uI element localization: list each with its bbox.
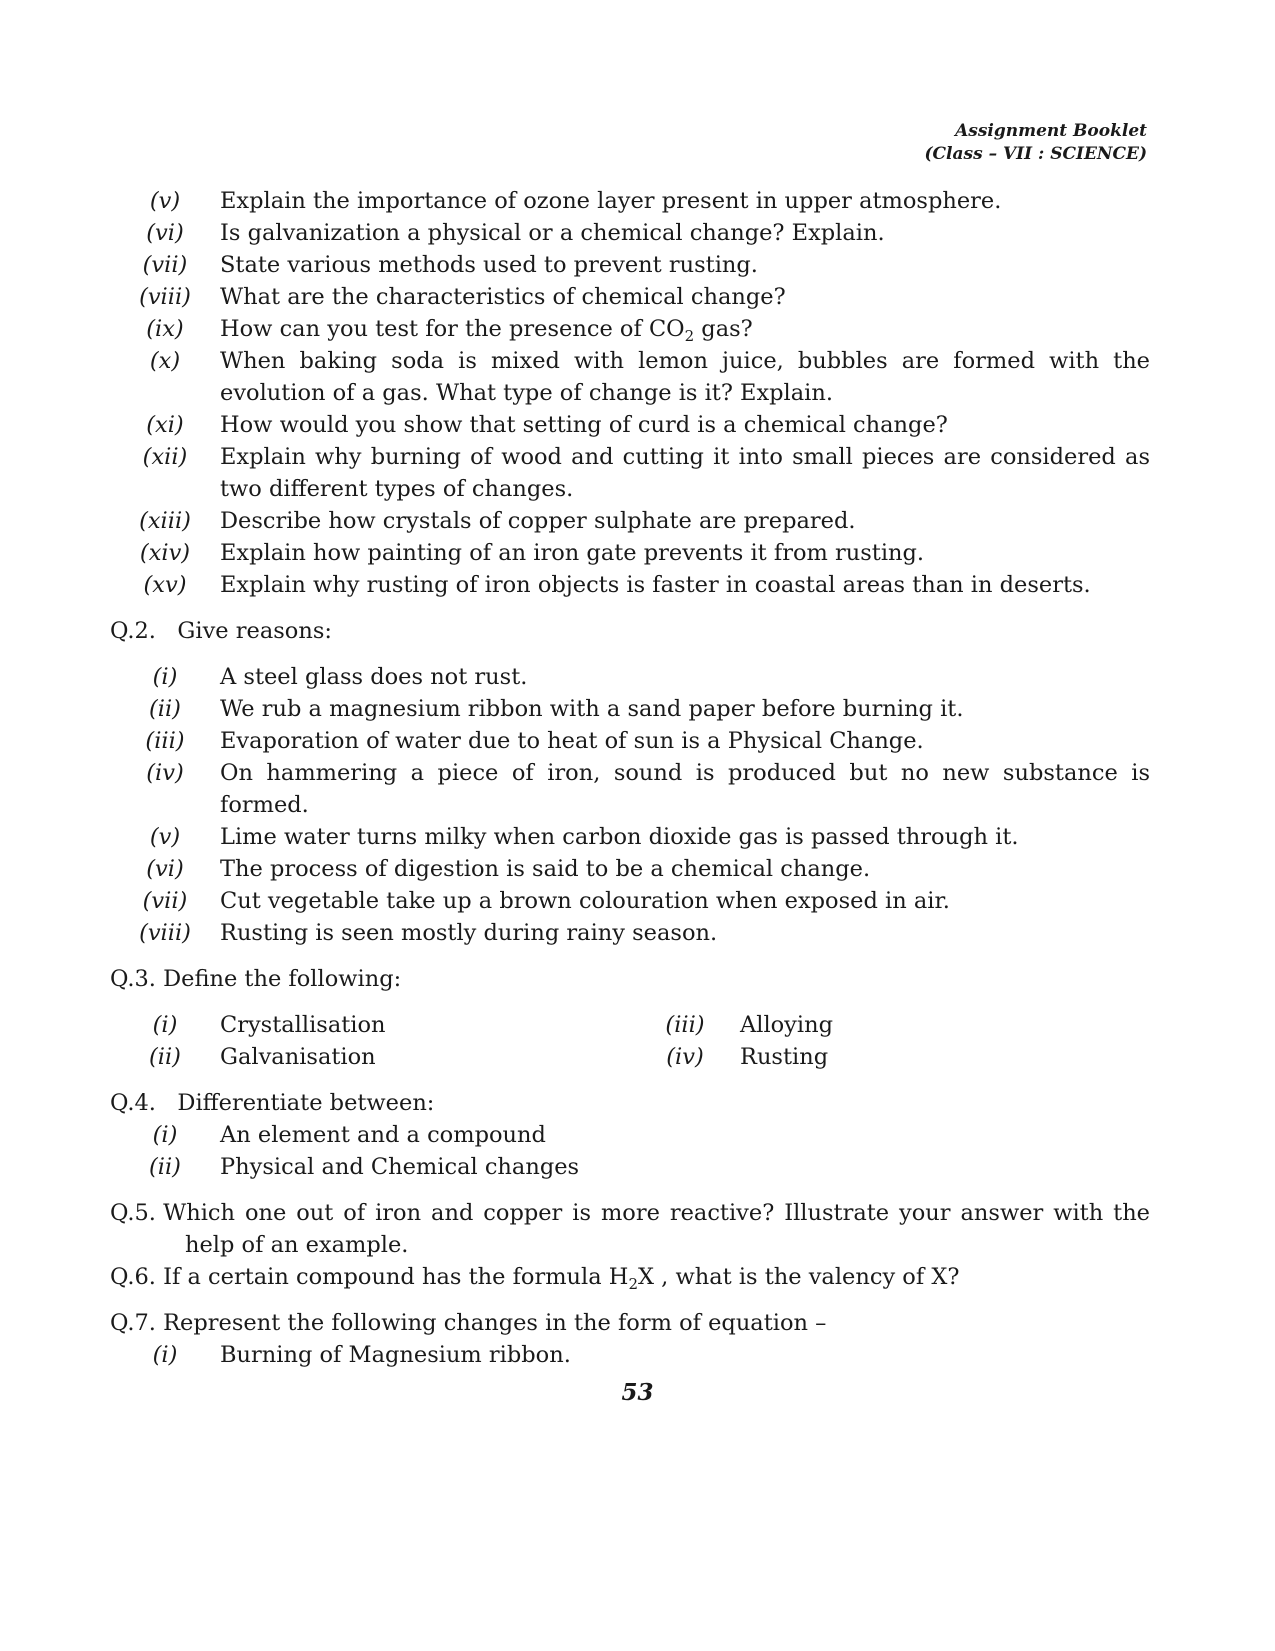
list-item xyxy=(110,249,1150,281)
q2-list xyxy=(110,661,1150,949)
subscript: 2 xyxy=(684,327,695,345)
item-number: (xiii) xyxy=(139,508,191,534)
item-number: (i) xyxy=(152,664,178,690)
item-number: (xiv) xyxy=(139,540,191,566)
list-item xyxy=(110,757,1150,821)
question-title: Give reasons: xyxy=(177,618,332,644)
question-label: Q.4. xyxy=(110,1090,178,1116)
item-number: (i) xyxy=(152,1342,178,1368)
item-text: We rub a magnesium ribbon with a sand paper before burning it. xyxy=(220,696,964,722)
item-text: Explain the importance of ozone layer present in upper atmosphere. xyxy=(220,188,1002,214)
list-item xyxy=(110,661,1150,693)
q7-list xyxy=(110,1339,1150,1371)
item-text: State various methods used to prevent rusting. xyxy=(220,252,758,278)
item-number: (x) xyxy=(149,348,181,374)
list-item xyxy=(110,821,1150,853)
item-text: The process of digestion is said to be a chemical change. xyxy=(220,856,871,882)
list-item xyxy=(110,885,1150,917)
list-item xyxy=(110,725,1150,757)
question-label: Q.7. xyxy=(110,1310,164,1336)
text-part: gas? xyxy=(694,316,753,342)
question-3 xyxy=(110,963,1150,1073)
item-number: (viii) xyxy=(139,920,191,946)
question-title: Define the following: xyxy=(163,966,402,992)
list-item xyxy=(110,1009,630,1041)
question-5 xyxy=(110,1197,1150,1261)
item-number: (vii) xyxy=(142,888,188,914)
item-text: Crystallisation xyxy=(220,1012,386,1038)
list-item xyxy=(110,1151,1150,1183)
item-text: Is galvanization a physical or a chemical change? Explain. xyxy=(220,220,885,246)
item-number: (ii) xyxy=(149,1154,181,1180)
item-number: (vii) xyxy=(142,252,188,278)
list-item xyxy=(110,505,1150,537)
question-title: Differentiate between: xyxy=(177,1090,435,1116)
item-number: (vi) xyxy=(146,856,184,882)
question-label: Q.6. xyxy=(110,1264,164,1290)
item-number: (v) xyxy=(149,188,181,214)
q1-list xyxy=(110,185,1150,601)
item-number: (i) xyxy=(152,1122,178,1148)
item-text: Physical and Chemical changes xyxy=(220,1154,580,1180)
list-item xyxy=(110,345,1150,409)
item-text: On hammering a piece of iron, sound is produced but no new substance is formed. xyxy=(220,760,1150,818)
list-item xyxy=(110,185,1150,217)
question-label: Q.3. xyxy=(110,966,164,992)
question-2 xyxy=(110,615,1150,949)
list-item xyxy=(110,693,1150,725)
text-part: X , what is the valency of X? xyxy=(637,1264,960,1290)
list-item xyxy=(110,853,1150,885)
list-item xyxy=(110,409,1150,441)
header-subtitle: (Class – VII : SCIENCE) xyxy=(924,144,1147,164)
item-text: Alloying xyxy=(740,1012,833,1038)
item-text: A steel glass does not rust. xyxy=(220,664,528,690)
list-item xyxy=(630,1041,1150,1073)
list-item xyxy=(110,1119,1150,1151)
list-item xyxy=(110,217,1150,249)
header-title: Assignment Booklet xyxy=(955,121,1147,141)
list-item xyxy=(110,1339,1150,1371)
item-text: When baking soda is mixed with lemon juice, bubbles are formed with the evolution of a gas. What type of change is it? Explain. xyxy=(220,348,1150,406)
item-number: (iii) xyxy=(145,728,185,754)
item-number: (i) xyxy=(152,1012,178,1038)
q3-grid xyxy=(110,1009,1150,1073)
item-text: Evaporation of water due to heat of sun is a Physical Change. xyxy=(220,728,924,754)
question-4 xyxy=(110,1087,1150,1183)
item-text: Explain how painting of an iron gate prevents it from rusting. xyxy=(220,540,925,566)
item-text xyxy=(220,313,1150,345)
item-text: Burning of Magnesium ribbon. xyxy=(220,1342,571,1368)
item-number: (vi) xyxy=(146,220,184,246)
question-title: Represent the following changes in the form of equation – xyxy=(163,1310,827,1336)
item-text: Describe how crystals of copper sulphate are prepared. xyxy=(220,508,856,534)
question-label: Q.5. xyxy=(110,1200,164,1226)
q3-left-column xyxy=(110,1009,630,1073)
question-heading xyxy=(110,1307,1150,1339)
item-number: (ix) xyxy=(146,316,184,342)
question-label: Q.2. xyxy=(110,618,178,644)
question-content xyxy=(110,185,1150,1371)
item-number: (v) xyxy=(149,824,181,850)
question-text: Which one out of iron and copper is more reactive? Illustrate your answer with the xyxy=(163,1200,1150,1226)
item-text: Galvanisation xyxy=(220,1044,376,1070)
question-heading xyxy=(110,963,1150,995)
question-text-continued: help of an example. xyxy=(185,1232,409,1258)
item-number: (viii) xyxy=(139,284,191,310)
subscript: 2 xyxy=(628,1275,638,1293)
q3-right-column xyxy=(630,1009,1150,1073)
list-item xyxy=(630,1009,1150,1041)
question-6 xyxy=(110,1261,1150,1293)
item-text: Explain why burning of wood and cutting it into small pieces are considered as two different types of changes. xyxy=(220,444,1150,502)
item-text: How would you show that setting of curd is a chemical change? xyxy=(220,412,948,438)
question-7 xyxy=(110,1307,1150,1371)
text-part: How can you test for the presence of CO xyxy=(220,316,685,342)
item-number: (ii) xyxy=(149,1044,181,1070)
list-item xyxy=(110,569,1150,601)
item-text: Lime water turns milky when carbon dioxide gas is passed through it. xyxy=(220,824,1019,850)
item-text: What are the characteristics of chemical change? xyxy=(220,284,786,310)
question-text xyxy=(163,1261,1150,1293)
item-number: (xv) xyxy=(143,572,187,598)
item-number: (xii) xyxy=(142,444,188,470)
question-line xyxy=(110,1197,1150,1229)
q4-list xyxy=(110,1119,1150,1183)
item-number: (iii) xyxy=(665,1012,705,1038)
list-item xyxy=(110,313,1150,345)
item-text: Cut vegetable take up a brown colouration when exposed in air. xyxy=(220,888,950,914)
text-part: If a certain compound has the formula H xyxy=(163,1264,629,1290)
item-text: Rusting is seen mostly during rainy season. xyxy=(220,920,718,946)
list-item xyxy=(110,917,1150,949)
item-number: (ii) xyxy=(149,696,181,722)
list-item xyxy=(110,441,1150,505)
running-header xyxy=(924,120,1147,166)
item-number: (iv) xyxy=(146,760,184,786)
question-line xyxy=(110,1261,1150,1293)
page-number: 53 xyxy=(621,1379,654,1406)
question-heading xyxy=(110,615,1150,647)
item-text: An element and a compound xyxy=(220,1122,546,1148)
item-number: (xi) xyxy=(146,412,184,438)
item-text: Explain why rusting of iron objects is faster in coastal areas than in deserts. xyxy=(220,572,1091,598)
list-item xyxy=(110,1041,630,1073)
question-heading xyxy=(110,1087,1150,1119)
list-item xyxy=(110,537,1150,569)
list-item xyxy=(110,281,1150,313)
item-text: Rusting xyxy=(740,1044,829,1070)
item-number: (iv) xyxy=(666,1044,704,1070)
